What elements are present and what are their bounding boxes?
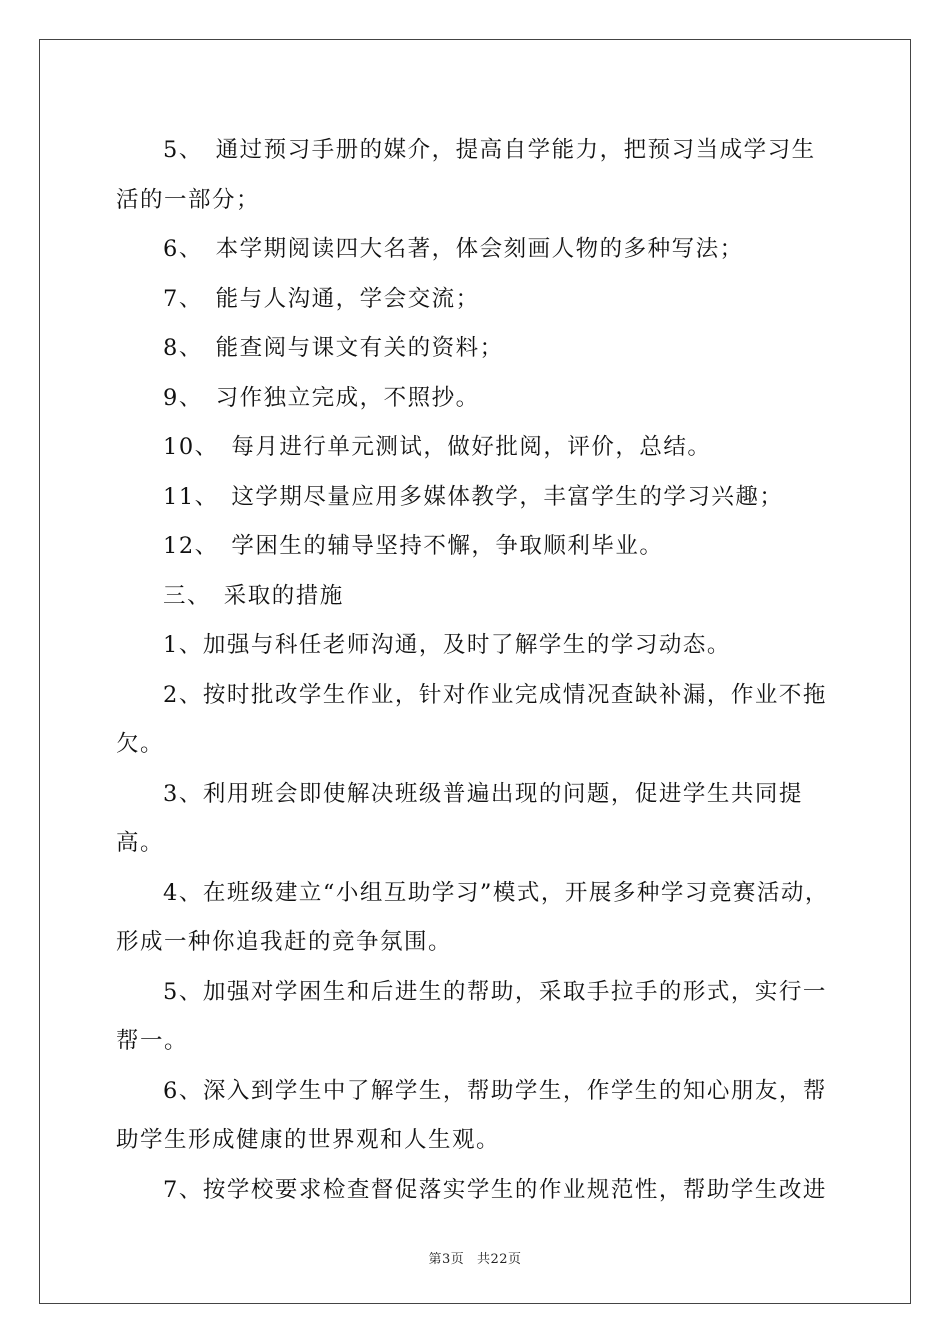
measure-item-2: 2、按时批改学生作业，针对作业完成情况查缺补漏，作业不拖欠。	[116, 681, 827, 757]
paragraph-item-11: 11、 这学期尽量应用多媒体教学，丰富学生的学习兴趣；	[163, 483, 784, 510]
paragraph-item-7: 7、 能与人沟通，学会交流；	[163, 285, 480, 312]
paragraph-item-8: 8、 能查阅与课文有关的资料；	[163, 335, 504, 361]
measure-item-4: 4、在班级建立“小组互助学习”模式，开展多种学习竞赛活动，形成一种你追我赶的竞争氛围。	[116, 879, 829, 955]
document-body	[116, 126, 836, 1215]
page-number: 第3页	[428, 1252, 465, 1267]
measure-item-5: 5、加强对学困生和后进生的帮助，采取手拉手的形式，实行一帮一。	[116, 978, 827, 1054]
paragraph-item-12: 12、 学困生的辅导坚持不懈，争取顺利毕业。	[163, 533, 664, 559]
measure-item-3: 3、利用班会即使解决班级普遍出现的问题，促进学生共同提高。	[116, 780, 803, 856]
measure-item-7: 7、按学校要求检查督促落实学生的作业规范性，帮助学生改进	[163, 1176, 827, 1203]
section-heading-measures: 三、 采取的措施	[163, 582, 344, 609]
measure-item-1: 1、加强与科任老师沟通，及时了解学生的学习动态。	[163, 632, 731, 658]
page-footer	[0, 1248, 950, 1267]
measure-item-6: 6、深入到学生中了解学生，帮助学生，作学生的知心朋友，帮助学生形成健康的世界观和人生观。	[116, 1077, 827, 1153]
paragraph-item-6: 6、 本学期阅读四大名著，体会刻画人物的多种写法；	[163, 236, 744, 262]
page-total: 共22页	[476, 1252, 522, 1267]
paragraph-item-5: 5、 通过预习手册的媒介，提高自学能力，把预习当成学习生活的一部分；	[116, 137, 816, 213]
paragraph-item-10: 10、 每月进行单元测试，做好批阅，评价，总结。	[163, 434, 712, 460]
paragraph-item-9: 9、 习作独立完成，不照抄。	[163, 384, 480, 411]
